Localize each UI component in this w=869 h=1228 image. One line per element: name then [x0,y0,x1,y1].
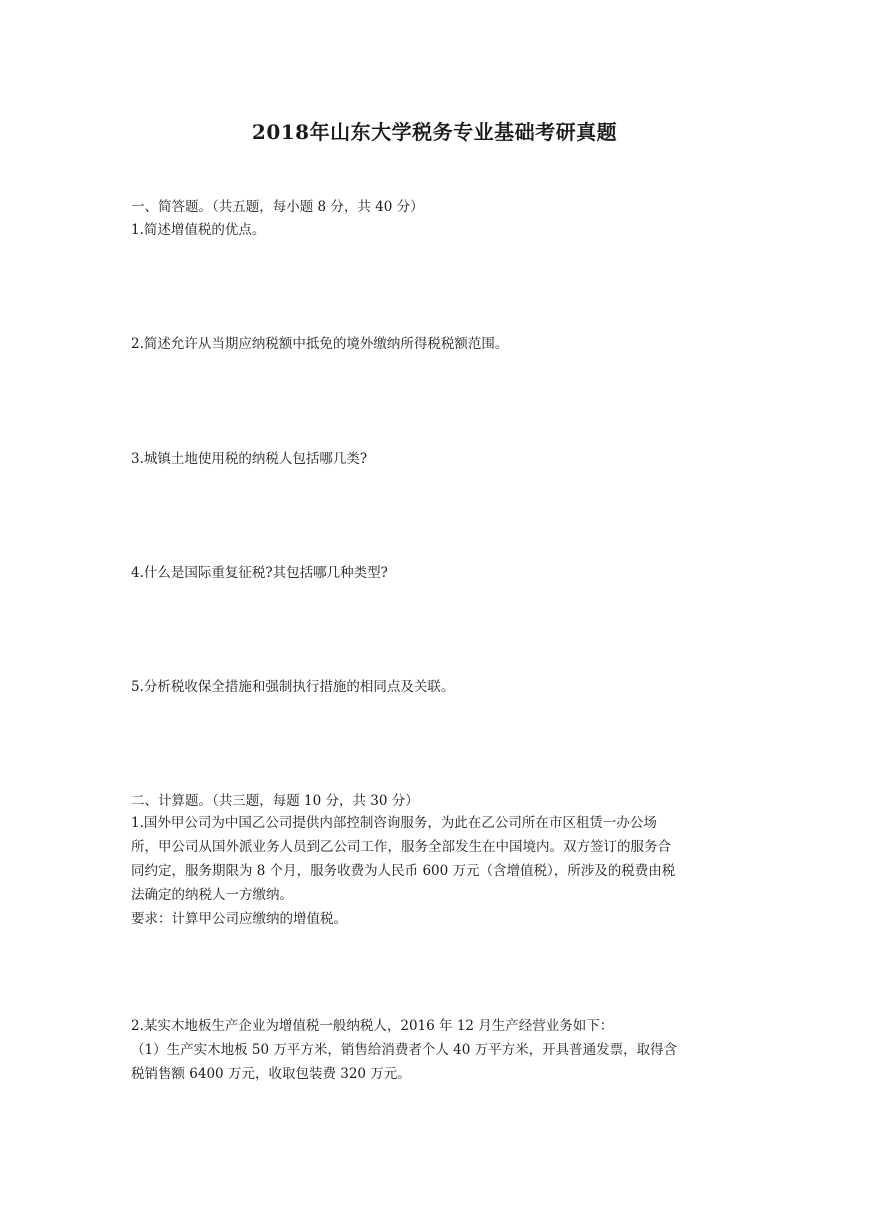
calc-question-2-line: （1）生产实木地板 50 万平方米，销售给消费者个人 40 万平方米，开具普通发票，取得含 [131,1042,678,1058]
question-3: 3.城镇土地使用税的纳税人包括哪几类? [131,451,368,467]
calc-question-1-line: 同约定，服务期限为 8 个月，服务收费为人民币 600 万元（含增值税），所涉及的税费由税 [131,863,676,879]
question-1: 1.简述增值税的优点。 [131,222,266,238]
calc-question-2-line: 税销售额 6400 万元，收取包装费 320 万元。 [131,1066,411,1082]
calc-question-1-line: 法确定的纳税人一方缴纳。 [131,887,293,903]
calc-question-1 [131,811,741,931]
question-2: 2.简述允许从当期应纳税额中抵免的境外缴纳所得税税额范围。 [131,336,509,352]
page-title: 2018年山东大学税务专业基础考研真题 [251,120,618,144]
question-5: 5.分析税收保全措施和强制执行措施的相同点及关联。 [131,679,455,695]
section1-heading: 一、简答题。（共五题，每小题 8 分，共 40 分） [131,199,424,215]
question-4: 4.什么是国际重复征税?其包括哪几种类型? [131,565,388,581]
calc-question-1-line: 1.国外甲公司为中国乙公司提供内部控制咨询服务，为此在乙公司所在市区租赁一办公场 [131,815,657,831]
section2-heading: 二、计算题。（共三题，每题 10 分，共 30 分） [131,793,419,809]
calc-question-2 [131,1014,741,1086]
calc-question-1-requirement: 要求：计算甲公司应缴纳的增值税。 [131,911,347,927]
calc-question-1-line: 所，甲公司从国外派业务人员到乙公司工作，服务全部发生在中国境内。双方签订的服务合 [131,839,671,855]
calc-question-2-line: 2.某实木地板生产企业为增值税一般纳税人，2016 年 12 月生产经营业务如下： [131,1018,614,1034]
